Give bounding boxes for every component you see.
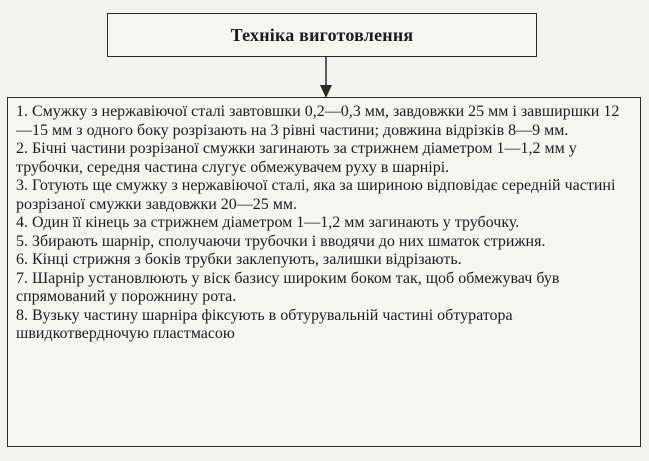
step-5: 5. Збирають шарнір, сполучаючи трубочки і вводячи до них шматок стрижня.	[16, 232, 546, 250]
step-3: 3. Готують ще смужку з нержавіючої сталі, яка за шириною відповідає середній частині розрізаної смужки завдовжки 20—25 мм.	[16, 177, 616, 213]
steps-box	[7, 97, 641, 447]
step-4: 4. Один її кінець за стрижнем діаметром 1—1,2 мм загинають у трубочку.	[16, 214, 520, 231]
diagram-title: Техніка виготовлення	[230, 24, 414, 45]
step-2: 2. Бічні частини розрізаної смужки загинають за стрижнем діаметром 1—1,2 мм у трубочки, середня частина слугує обмежувачем руху в шарнірі.	[16, 140, 577, 176]
down-arrow-connector	[320, 57, 332, 99]
step-8: 8. Вузьку частину шарніра фіксують в обтурувальній частині обтуратора швидкотвердночую пластмасою	[16, 306, 513, 342]
step-6: 6. Кінці стрижня з боків трубки заклепують, залишки відрізають.	[16, 251, 462, 268]
title-box	[107, 13, 537, 57]
step-7: 7. Шарнір установлюють у віск базису широким боком так, щоб обмежувач був спрямований у порожнину рота.	[16, 269, 560, 305]
step-1: 1. Смужку з нержавіючої сталі завтовшки 0,2—0,3 мм, завдовжки 25 мм і завширшки 12—15 мм з одного боку розрізають на 3 рівні частини; довжина відрізків 8—9 мм.	[16, 103, 620, 139]
